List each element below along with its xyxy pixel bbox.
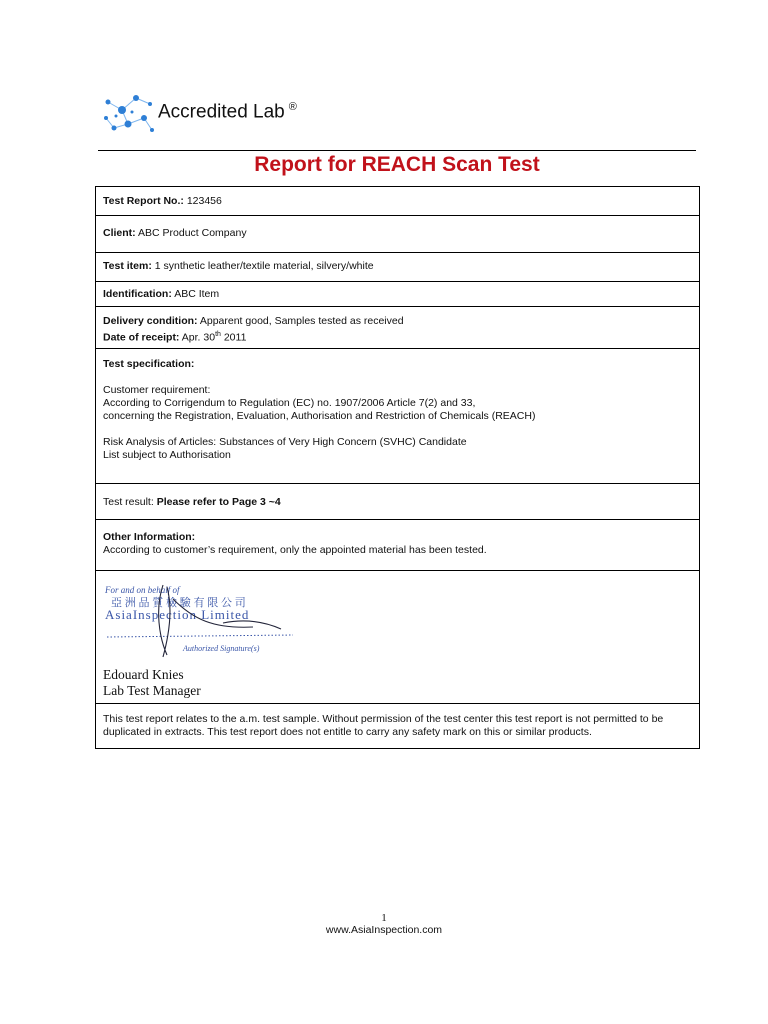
signature-row bbox=[96, 571, 699, 704]
stamp-line1: For and on behalf of bbox=[105, 585, 180, 595]
client-row: Client: ABC Product Company bbox=[96, 216, 699, 253]
report-title: Report for REACH Scan Test bbox=[254, 153, 540, 176]
report-no-row: Test Report No.: 123456 bbox=[96, 187, 699, 216]
identification-row: Identification: ABC Item bbox=[96, 282, 699, 307]
page-number: 1 bbox=[381, 912, 387, 924]
signatory-name: Edouard Knies bbox=[103, 667, 184, 682]
result-row: Test result: Please refer to Page 3 ~4 bbox=[96, 484, 699, 520]
other-info-row: Other Information: According to customer’s requirement, only the appointed material has been tested. bbox=[96, 520, 699, 571]
logo-text: Accredited Lab ® bbox=[158, 101, 297, 123]
stamp-authorized: Authorized Signature(s) bbox=[183, 644, 260, 653]
molecule-icon bbox=[102, 88, 158, 138]
disclaimer-text: This test report relates to the a.m. test sample. Without permission of the test center this test report is not permitted to be duplicated in extracts. This test report does not entitle to carry any safety mark on this or similar products. bbox=[103, 713, 664, 738]
stamp-chinese: 亞 洲 品 質 檢 驗 有 限 公 司 bbox=[111, 597, 246, 609]
disclaimer-row bbox=[96, 704, 699, 748]
company-stamp bbox=[103, 579, 692, 659]
report-table bbox=[95, 186, 700, 749]
accredited-lab-logo bbox=[102, 88, 332, 138]
test-item-row: Test item: 1 synthetic leather/textile material, silvery/white bbox=[96, 253, 699, 282]
signatory-role: Lab Test Manager bbox=[103, 683, 201, 698]
delivery-row: Delivery condition: Apparent good, Samples tested as received Date of receipt: Apr. 30th 2011 bbox=[96, 307, 699, 349]
footer-url: www.AsiaInspection.com bbox=[325, 924, 443, 936]
stamp-company: AsiaInspection Limited bbox=[105, 607, 250, 622]
specification-row: Test specification: Customer requirement: According to Corrigendum to Regulation (EC) no. 1907/2006 Article 7(2) and 33, concerning the Registration, Evaluation, Authorisation and Restriction of Chemicals (REACH) Risk Analysis of Articles: Substances of Very High Concern (SVHC) Candidate List subject to Authorisation bbox=[96, 349, 699, 484]
